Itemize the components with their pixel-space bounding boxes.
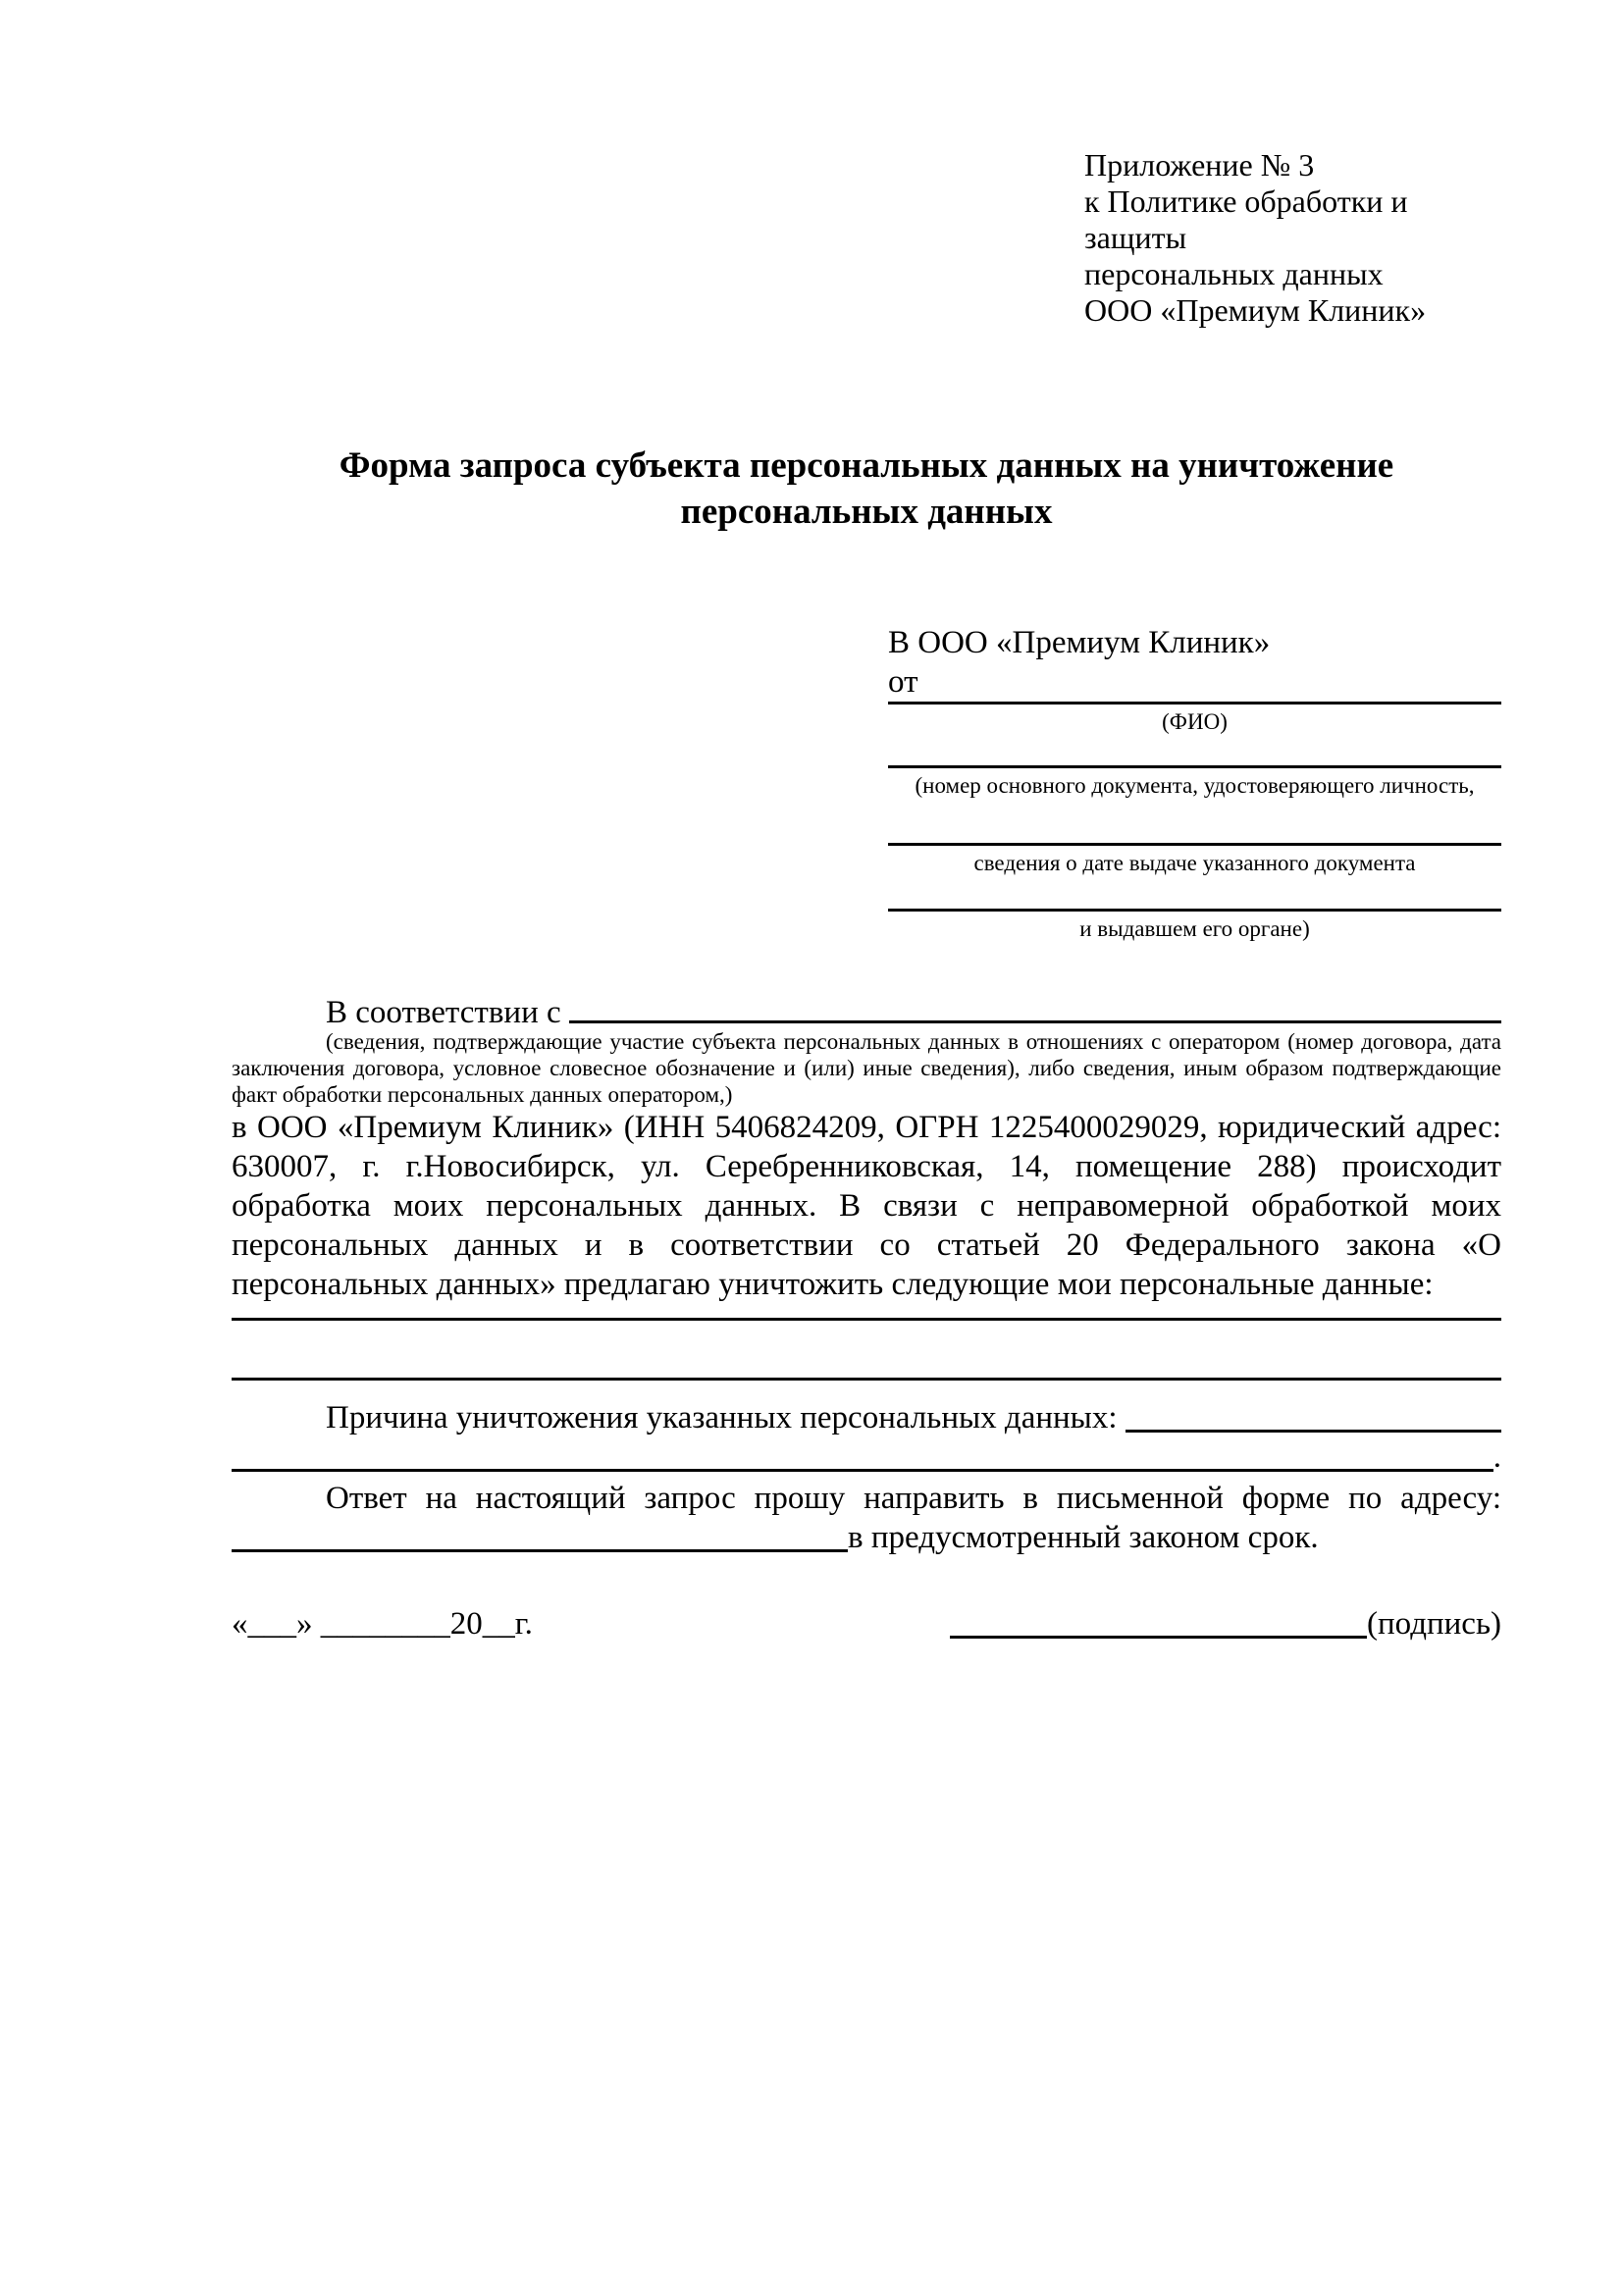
issuing-authority-field-line[interactable] (888, 909, 1501, 912)
appendix-block (1084, 147, 1501, 329)
main-paragraph: в ООО «Премиум Клиник» (ИНН 5406824209, ОГРН 1225400029029, юридический адрес: 630007, г. г.Новосибирск, ул. Серебренниковская, 14, помещение 288) происходит обработка моих персональных данных. В связи с неправомерной обработкой моих персональных данных и в соответствии со статьей 20 Федерального закона «О персональных данных» предлагаю уничтожить следующие мои персональные данные: (232, 1110, 1501, 1302)
fio-caption: (ФИО) (1162, 709, 1228, 734)
address-field-line[interactable] (232, 1549, 848, 1552)
document-title: Форма запроса субъекта персональных данных на уничтожение персональных данных (339, 445, 1394, 532)
appendix-line: ООО «Премиум Клиник» (1084, 292, 1427, 328)
reason-field-line[interactable] (1126, 1430, 1501, 1433)
personal-data-field-line-2[interactable] (232, 1321, 1501, 1381)
reason-line (232, 1398, 1501, 1437)
signature-field-line[interactable] (950, 1636, 1367, 1639)
signature-caption: (подпись) (1367, 1606, 1501, 1642)
personal-data-field-line-1[interactable] (232, 1304, 1501, 1321)
issue-date-field-line[interactable] (888, 843, 1501, 846)
appendix-line: Приложение № 3 (1084, 147, 1315, 183)
issuing-authority-caption: и выдавшем его органе) (1079, 916, 1310, 941)
accordance-lead: В соответствии с (326, 995, 561, 1030)
fio-field-line[interactable] (888, 702, 1501, 704)
appendix-line: к Политике обработки и защиты (1084, 183, 1408, 255)
issue-date-caption: сведения о дате выдаче указанного документа (973, 851, 1416, 875)
accordance-line (232, 997, 1501, 1028)
addressee-block (888, 623, 1501, 942)
document-number-field-line[interactable] (888, 765, 1501, 768)
addressee-to: В ООО «Премиум Клиник» (888, 625, 1271, 660)
reason-line-continuation (232, 1437, 1501, 1477)
accordance-field-line[interactable] (569, 1020, 1501, 1023)
document-number-caption: (номер основного документа, удостоверяющего личность, (915, 773, 1475, 798)
deadline-line (232, 1518, 1501, 1557)
response-request-text: Ответ на настоящий запрос прошу направить в письменной форме по адресу: (326, 1481, 1501, 1516)
date-signature-row (232, 1604, 1501, 1644)
response-deadline-text: в предусмотренный законом срок. (848, 1520, 1319, 1555)
addressee-from-label: от (888, 664, 918, 700)
reason-field-line-2[interactable] (232, 1469, 1493, 1472)
signature-group (950, 1604, 1501, 1644)
appendix-line: персональных данных (1084, 256, 1384, 291)
period-text: . (1492, 1439, 1501, 1475)
reason-label: Причина уничтожения указанных персональных данных: (326, 1400, 1118, 1435)
date-field[interactable]: «___» ________20__г. (232, 1606, 533, 1642)
accordance-note: (сведения, подтверждающие участие субъекта персональных данных в отношениях с оператором (номер договора, дата заключения договора, условное словесное обозначение и (или) иные сведения), либо сведения, иным образом подтверждающие факт обработки персональных данных оператором,) (232, 1029, 1501, 1107)
